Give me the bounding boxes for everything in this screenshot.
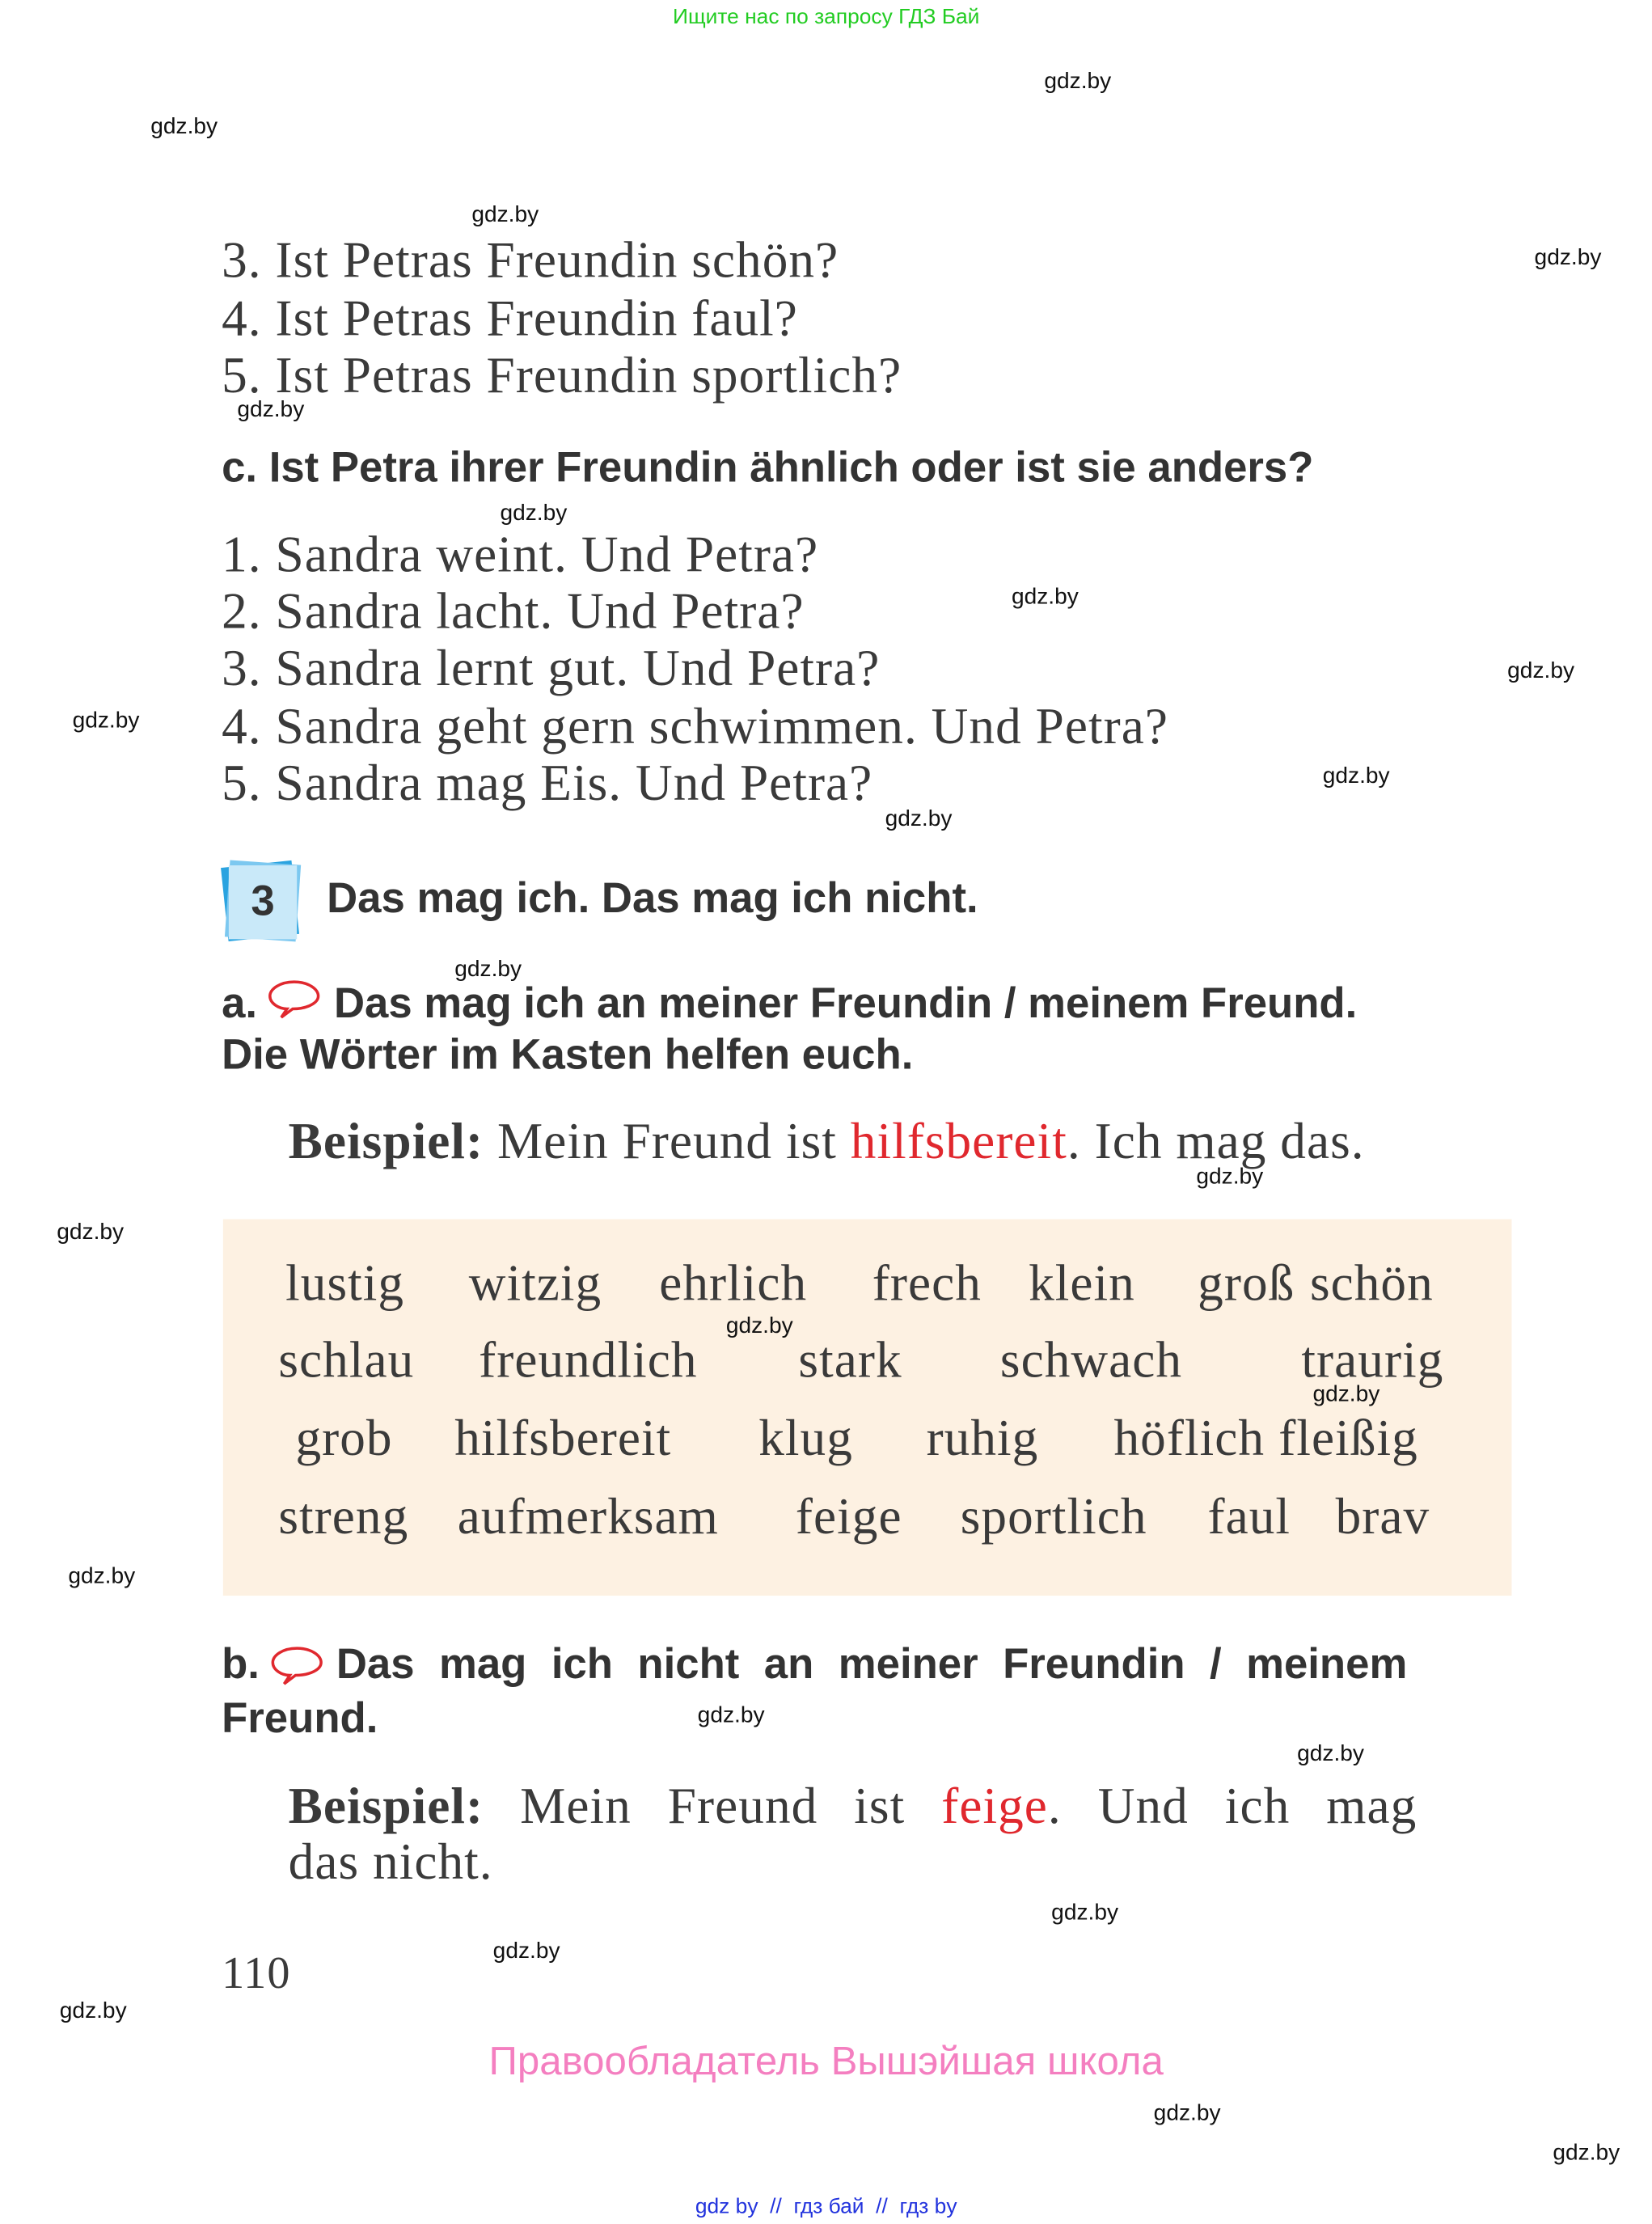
watermark: gdz.by xyxy=(72,708,140,734)
watermark: gdz.by xyxy=(1507,659,1575,684)
page-number: 110 xyxy=(222,1947,291,1998)
section-c-item: 2. Sandra lacht. Und Petra? xyxy=(222,582,805,640)
word-box-word: feige xyxy=(795,1487,902,1545)
example-highlight: feige xyxy=(941,1778,1048,1835)
watermark: gdz.by xyxy=(1312,1382,1380,1407)
example-label: Beispiel: xyxy=(288,1778,484,1835)
watermark: gdz.by xyxy=(1153,2101,1221,2126)
watermark: gdz.by xyxy=(725,1314,793,1339)
question-4: 4. Ist Petras Freundin faul? xyxy=(222,290,798,347)
watermark: gdz.by xyxy=(237,397,305,422)
watermark: gdz.by xyxy=(150,115,218,140)
watermark: gdz.by xyxy=(59,1999,127,2023)
example-text: Mein Freund ist xyxy=(520,1778,906,1835)
footer-links[interactable]: gdz by // гдз бай // гдз by xyxy=(695,2194,957,2219)
exercise-number-badge xyxy=(222,858,304,941)
watermark: gdz.by xyxy=(1011,585,1079,610)
word-box-word: faul xyxy=(1207,1487,1291,1545)
watermark: gdz.by xyxy=(697,1703,765,1728)
example-text-end: . Und ich mag xyxy=(1047,1778,1418,1835)
word-box-word: grob xyxy=(295,1409,393,1467)
word-box-word: lustig xyxy=(285,1254,405,1312)
example-a xyxy=(288,1112,1365,1170)
example-b-line2: das nicht. xyxy=(288,1833,493,1890)
word-box-word: schlau xyxy=(278,1331,415,1389)
word-box-word: brav xyxy=(1335,1487,1430,1545)
word-box-word: stark xyxy=(798,1331,902,1389)
exercise-number: 3 xyxy=(251,877,275,925)
example-highlight: hilfsbereit xyxy=(850,1112,1067,1170)
word-box-word: ehrlich xyxy=(659,1254,808,1312)
example-label: Beispiel: xyxy=(288,1112,484,1170)
word-box-word: traurig xyxy=(1301,1331,1444,1389)
word-box-word: aufmerksam xyxy=(457,1487,719,1545)
word-box-word: streng xyxy=(278,1487,409,1545)
question-5: 5. Ist Petras Freundin sportlich? xyxy=(222,346,902,404)
task-b-text: Das mag ich nicht an meiner Freundin / meinem xyxy=(336,1641,1408,1689)
word-box-word: ruhig xyxy=(926,1409,1039,1467)
section-c-heading: c. Ist Petra ihrer Freundin ähnlich oder ist sie anders? xyxy=(222,444,1314,492)
task-b-line2: Freund. xyxy=(222,1695,378,1743)
word-box-word: klug xyxy=(758,1409,853,1467)
example-text-end: . Ich mag das. xyxy=(1067,1112,1365,1170)
task-a-label: a. xyxy=(222,980,258,1028)
word-box-word: fleißig xyxy=(1278,1409,1418,1467)
word-box-word: klein xyxy=(1029,1254,1135,1312)
word-box-word: groß xyxy=(1198,1254,1295,1312)
speech-bubble-icon xyxy=(268,1644,324,1687)
copyright-notice: Правообладатель Вышэйшая школа xyxy=(488,2039,1164,2083)
exercise-title: Das mag ich. Das mag ich nicht. xyxy=(327,875,978,923)
word-box-word: sportlich xyxy=(960,1487,1147,1545)
word-box-word: freundlich xyxy=(479,1331,698,1389)
example-b xyxy=(288,1778,1418,1835)
task-a-line1 xyxy=(222,978,1357,1026)
word-box-word: witzig xyxy=(468,1254,602,1312)
speech-bubble-icon xyxy=(266,978,323,1021)
word-box-word: höflich xyxy=(1113,1409,1265,1467)
watermark: gdz.by xyxy=(1322,764,1390,789)
watermark: gdz.by xyxy=(1196,1165,1264,1190)
task-b-label: b. xyxy=(222,1641,260,1689)
task-a-text: Das mag ich an meiner Freundin / meinem Freund. xyxy=(333,980,1358,1028)
word-box-word: schön xyxy=(1309,1254,1434,1312)
word-box-word: hilfsbereit xyxy=(454,1409,672,1467)
watermark: gdz.by xyxy=(500,501,568,526)
search-banner[interactable]: Ищите нас по запросу ГДЗ Бай xyxy=(673,5,980,30)
example-text: Mein Freund ist xyxy=(496,1112,837,1170)
task-a-line2: Die Wörter im Kasten helfen euch. xyxy=(222,1031,914,1079)
section-c-item: 3. Sandra lernt gut. Und Petra? xyxy=(222,639,881,696)
watermark: gdz.by xyxy=(68,1564,136,1589)
watermark: gdz.by xyxy=(1044,70,1112,94)
question-3: 3. Ist Petras Freundin schön? xyxy=(222,231,839,289)
watermark: gdz.by xyxy=(57,1220,125,1245)
section-c-item: 4. Sandra geht gern schwimmen. Und Petra? xyxy=(222,697,1169,755)
watermark: gdz.by xyxy=(454,958,522,983)
watermark: gdz.by xyxy=(1297,1742,1364,1766)
watermark: gdz.by xyxy=(1051,1901,1119,1926)
watermark: gdz.by xyxy=(492,1939,560,1964)
task-b-line1 xyxy=(222,1641,1511,1689)
section-c-item: 5. Sandra mag Eis. Und Petra? xyxy=(222,754,873,812)
watermark: gdz.by xyxy=(885,806,953,831)
watermark: gdz.by xyxy=(1534,245,1602,270)
word-box-word: schwach xyxy=(999,1331,1183,1389)
watermark: gdz.by xyxy=(471,203,539,228)
watermark: gdz.by xyxy=(1553,2141,1620,2166)
word-box-word: frech xyxy=(872,1254,982,1312)
section-c-item: 1. Sandra weint. Und Petra? xyxy=(222,526,819,583)
